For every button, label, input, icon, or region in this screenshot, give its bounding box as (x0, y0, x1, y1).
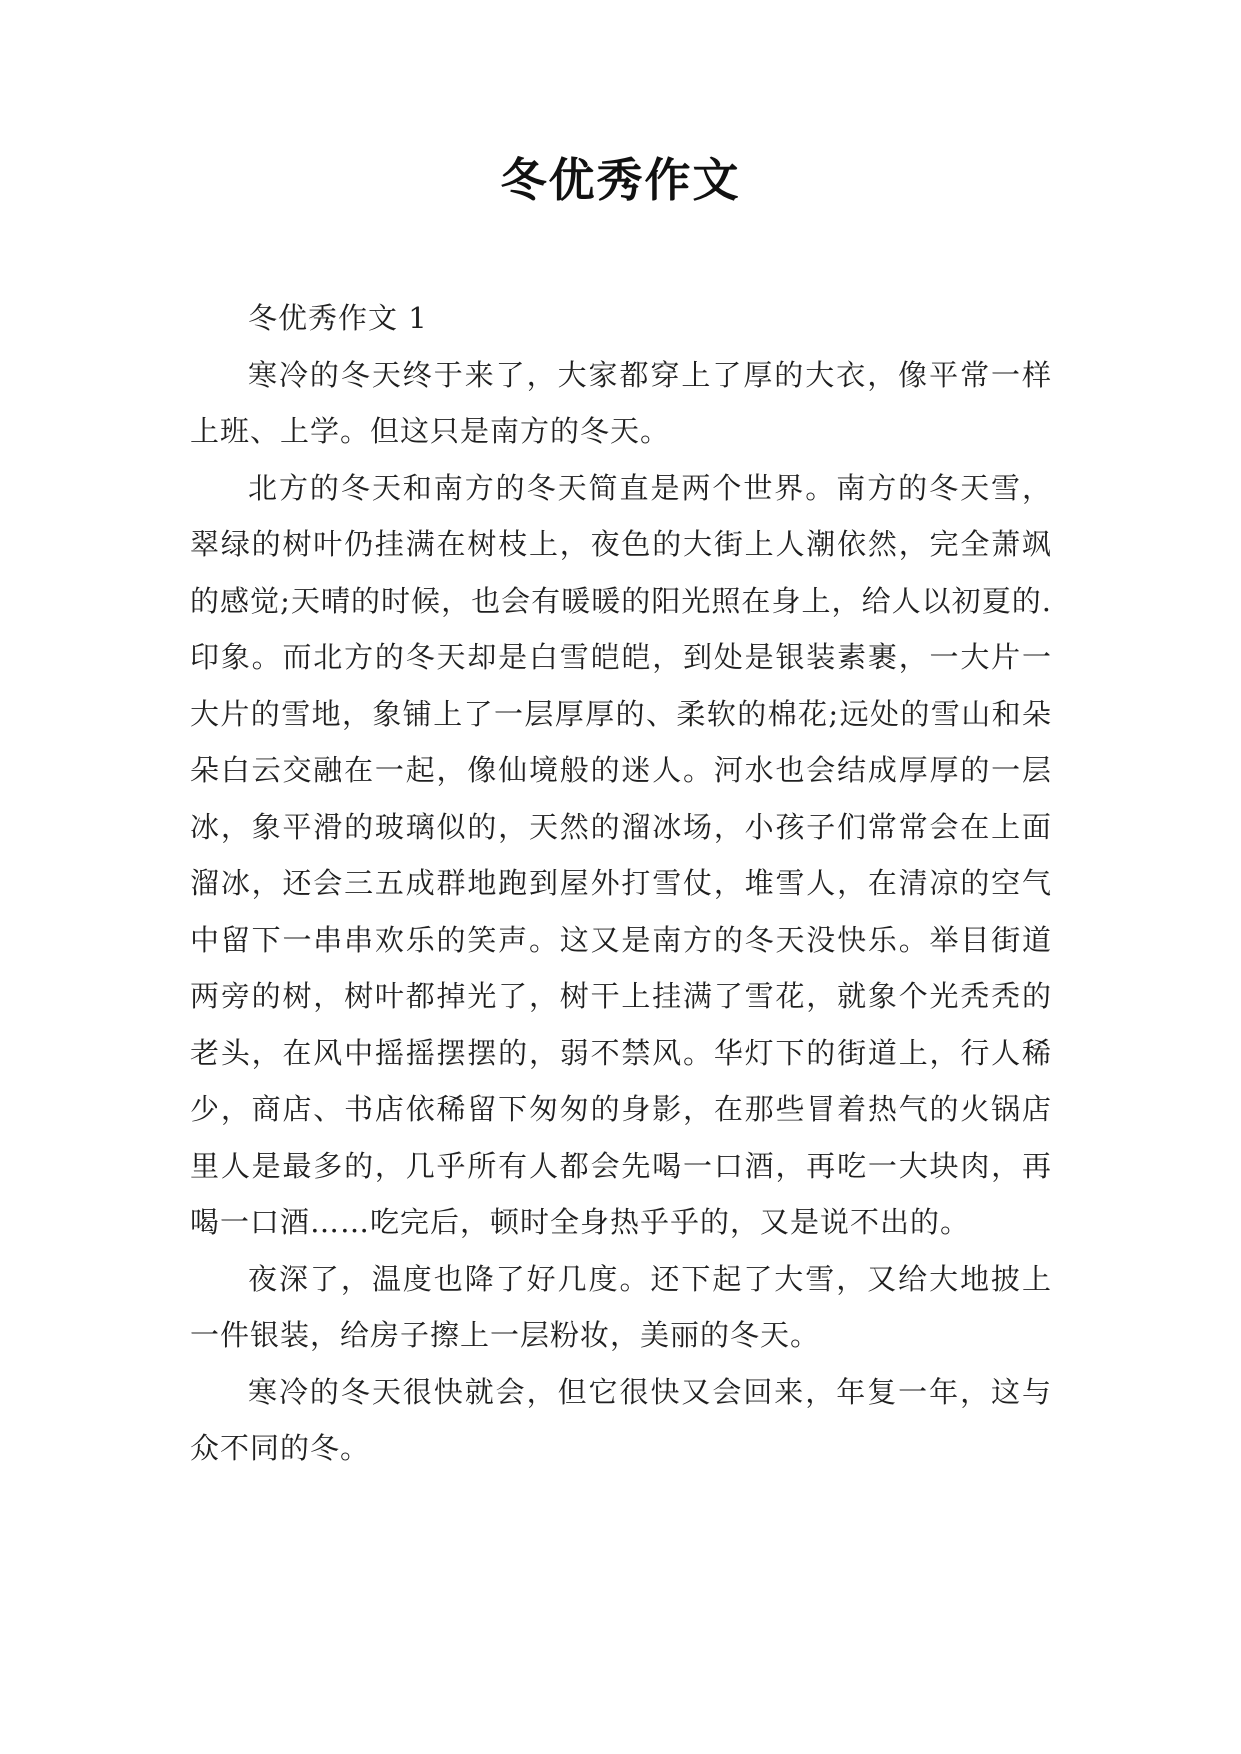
paragraph: 夜深了，温度也降了好几度。还下起了大雪，又给大地披上一件银装，给房子擦上一层粉妆，美丽的冬天。 (190, 1261, 1052, 1352)
section-heading: 冬优秀作文 1 (248, 301, 428, 335)
document-title: 冬优秀作文 (500, 153, 741, 207)
paragraph: 北方的冬天和南方的冬天简直是两个世界。南方的冬天雪，翠绿的树叶仍挂满在树枝上，夜色的大街上人潮依然，完全萧飒的感觉;天晴的时候，也会有暖暖的阳光照在身上，给人以初夏的.印象。而北方的冬天却是白雪皑皑，到处是银装素裹，一大片一大片的雪地，象铺上了一层厚厚的、柔软的棉花;远处的雪山和朵朵白云交融在一起，像仙境般的迷人。河水也会结成厚厚的一层冰，象平滑的玻璃似的，天然的溜冰场，小孩子们常常会在上面溜冰，还会三五成群地跑到屋外打雪仗，堆雪人，在清凉的空气中留下一串串欢乐的笑声。这又是南方的冬天没快乐。举目街道两旁的树，树叶都掉光了，树干上挂满了雪花，就象个光秃秃的老头，在风中摇摇摆摆的，弱不禁风。华灯下的街道上，行人稀少，商店、书店依稀留下匆匆的身影，在那些冒着热气的火锅店里人是最多的，几乎所有人都会先喝一口酒，再吃一大块肉，再喝一口酒……吃完后，顿时全身热乎乎的，又是说不出的。 (190, 470, 1052, 1239)
paragraph: 寒冷的冬天终于来了，大家都穿上了厚的大衣，像平常一样上班、上学。但这只是南方的冬天。 (190, 357, 1052, 448)
document-body (190, 290, 1052, 1477)
paragraph: 寒冷的冬天很快就会，但它很快又会回来，年复一年，这与众不同的冬。 (190, 1374, 1052, 1465)
